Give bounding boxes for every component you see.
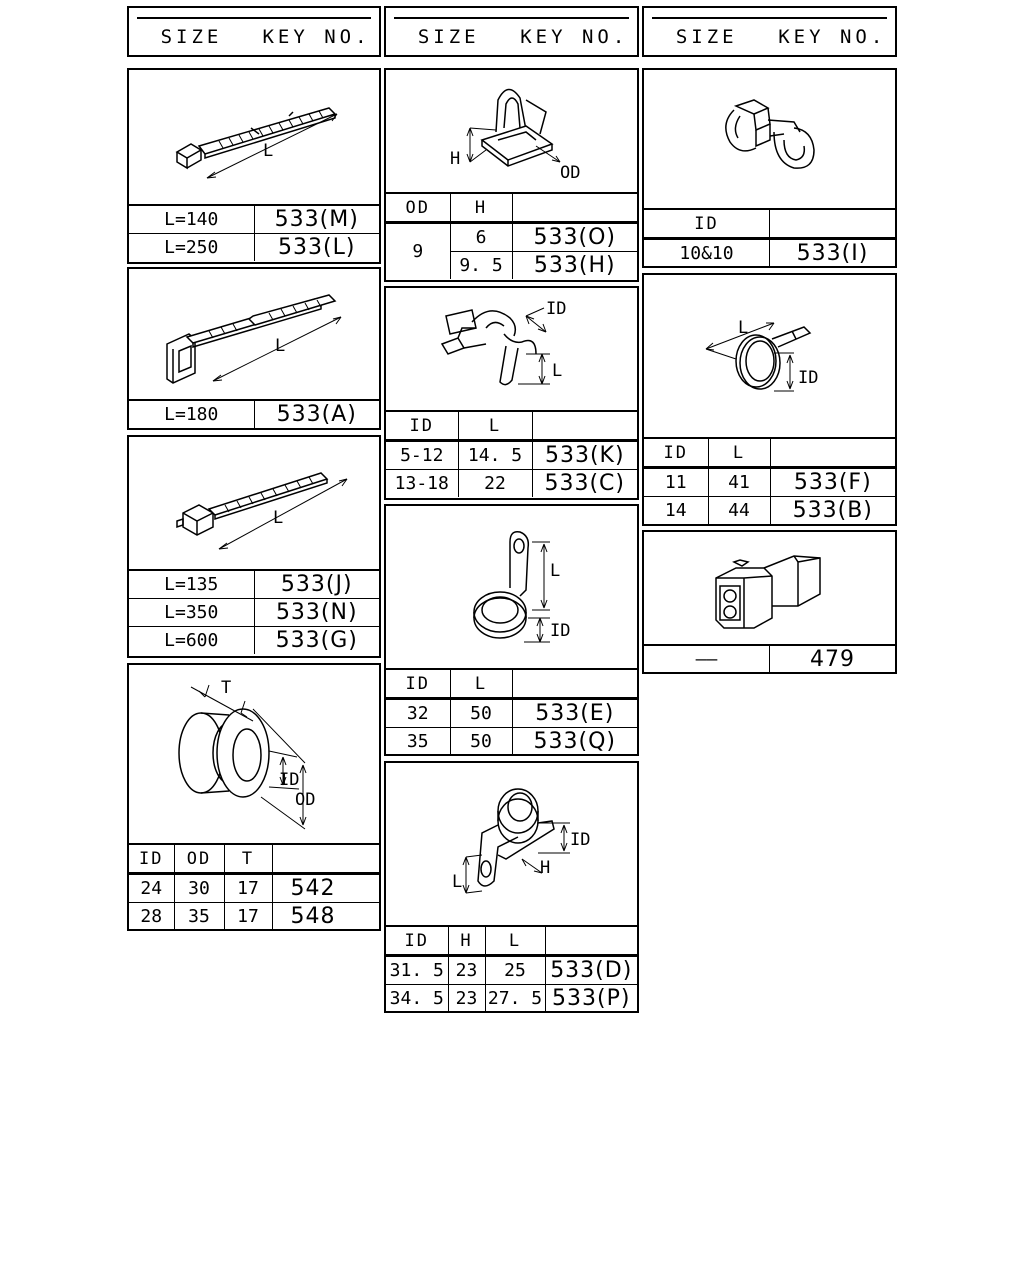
size-cell: L=250 [129, 234, 254, 262]
table-header-row [386, 927, 637, 956]
column-header [512, 194, 637, 223]
column-header: H [450, 194, 512, 223]
l-cell: 27. 5 [485, 985, 545, 1013]
table-row [129, 571, 379, 599]
column-header: L [458, 412, 532, 441]
id-cell: 10&10 [644, 239, 770, 268]
push-clip-drawing [386, 70, 637, 194]
column-header: T [224, 845, 272, 874]
column-header: ID [386, 927, 448, 956]
twin-clip-table [644, 210, 895, 267]
dim-label: OD [560, 163, 581, 183]
bracket-clamp-drawing [386, 763, 637, 927]
id-cell: 5-12 [386, 441, 458, 470]
key-cell: 533(E) [512, 699, 637, 728]
key-cell: 533(Q) [512, 728, 637, 756]
h-cell: 6 [450, 223, 512, 252]
id-cell: 28 [129, 903, 174, 931]
column-header [770, 210, 896, 239]
dim-label: L [550, 561, 561, 581]
column-header: ID [644, 439, 708, 468]
ring-clip-drawing [644, 275, 895, 439]
dim-label: L [552, 361, 563, 381]
cable-tie-icon [129, 437, 379, 569]
table-row [386, 470, 637, 498]
column-header [770, 439, 895, 468]
key-cell: 533(F) [770, 468, 895, 497]
header-key-no: KEY NO. [262, 25, 371, 48]
key-cell: 479 [770, 646, 896, 673]
table-row [129, 903, 379, 931]
size-cell: —— [644, 646, 770, 673]
od-cell: 35 [174, 903, 224, 931]
table-row [129, 627, 379, 655]
od-cell: 30 [174, 874, 224, 903]
key-cell: 533(N) [254, 599, 379, 627]
push-clip-icon [386, 70, 637, 192]
id-cell: 31. 5 [386, 956, 448, 985]
key-cell: 533(D) [545, 956, 637, 985]
l-cell: 50 [450, 699, 512, 728]
dim-label: T [221, 678, 232, 698]
dim-label: L [738, 318, 749, 338]
bracket-clamp-icon [386, 763, 637, 925]
table-row [129, 874, 379, 903]
key-cell: 533(K) [532, 441, 637, 470]
table-row [129, 206, 379, 234]
key-cell: 533(I) [770, 239, 896, 268]
t-cell: 17 [224, 874, 272, 903]
table-row [386, 956, 637, 985]
push-clip-table [386, 194, 637, 279]
key-cell: 542 [272, 874, 379, 903]
table-row [644, 497, 895, 525]
connector-icon [644, 532, 895, 644]
cable-tie-mount-drawing [129, 70, 379, 206]
column-header: H [448, 927, 485, 956]
cable-tie-table [129, 571, 379, 654]
header-col2 [384, 6, 639, 57]
id-cell: 35 [386, 728, 450, 756]
header-key-no: KEY NO. [520, 25, 629, 48]
part-card-cable-tie-clip [127, 267, 381, 430]
dim-label: H [540, 858, 551, 878]
p-clamp-table [386, 670, 637, 755]
p-clamp-icon [386, 506, 637, 668]
id-cell: 24 [129, 874, 174, 903]
column-header: OD [174, 845, 224, 874]
key-cell: 533(M) [254, 206, 379, 234]
table-row [386, 223, 637, 252]
table-header-row [386, 670, 637, 699]
table-row [129, 401, 379, 428]
table-row [644, 468, 895, 497]
l-cell: 14. 5 [458, 441, 532, 470]
part-card-bracket-clamp [384, 761, 639, 1013]
table-row [386, 728, 637, 756]
grommet-table [129, 845, 379, 930]
header-size: SIZE [160, 25, 223, 48]
header-col3 [642, 6, 897, 57]
column-header: ID [644, 210, 770, 239]
part-card-connector [642, 530, 897, 674]
id-cell: 34. 5 [386, 985, 448, 1013]
stud-clamp-table [386, 412, 637, 497]
h-cell: 23 [448, 985, 485, 1013]
stud-clamp-drawing [386, 288, 637, 412]
key-cell: 533(A) [254, 401, 379, 428]
cable-tie-clip-drawing [129, 269, 379, 401]
table-header-row [644, 210, 895, 239]
dim-label: ID [798, 368, 819, 388]
connector-table [644, 646, 895, 673]
dim-label: ID [570, 830, 591, 850]
column-header: L [485, 927, 545, 956]
h-cell: 9. 5 [450, 252, 512, 280]
dim-label: ID [550, 621, 571, 641]
column-header: OD [386, 194, 450, 223]
stud-clamp-icon [386, 288, 637, 410]
part-card-cable-tie [127, 435, 381, 658]
dim-label: L [263, 141, 274, 161]
l-cell: 41 [708, 468, 770, 497]
l-cell: 22 [458, 470, 532, 498]
ring-clip-table [644, 439, 895, 524]
l-cell: 44 [708, 497, 770, 525]
column-header: ID [386, 670, 450, 699]
table-header-row [644, 439, 895, 468]
part-card-cable-tie-mount [127, 68, 381, 264]
key-cell: 533(H) [512, 252, 637, 280]
size-cell: L=135 [129, 571, 254, 599]
cable-tie-mount-table [129, 206, 379, 261]
table-header-row [386, 412, 637, 441]
cable-tie-clip-icon [129, 269, 379, 399]
key-cell: 548 [272, 903, 379, 931]
p-clamp-drawing [386, 506, 637, 670]
size-cell: L=140 [129, 206, 254, 234]
size-cell: L=600 [129, 627, 254, 655]
column-header [512, 670, 637, 699]
table-header-row [129, 845, 379, 874]
key-cell: 533(L) [254, 234, 379, 262]
dim-label: ID [546, 299, 567, 319]
table-row [129, 599, 379, 627]
id-cell: 14 [644, 497, 708, 525]
cable-tie-mount-icon [129, 70, 379, 204]
size-cell: L=350 [129, 599, 254, 627]
header-key-no: KEY NO. [778, 25, 887, 48]
l-cell: 25 [485, 956, 545, 985]
id-cell: 32 [386, 699, 450, 728]
grommet-drawing [129, 665, 379, 845]
column-header: L [450, 670, 512, 699]
table-row [386, 985, 637, 1013]
column-header [545, 927, 637, 956]
ring-clip-icon [644, 275, 895, 437]
table-row [129, 234, 379, 262]
part-card-stud-clamp [384, 286, 639, 500]
column-header: L [708, 439, 770, 468]
column-header [532, 412, 637, 441]
key-cell: 533(O) [512, 223, 637, 252]
id-cell: 11 [644, 468, 708, 497]
key-cell: 533(J) [254, 571, 379, 599]
t-cell: 17 [224, 903, 272, 931]
part-card-ring-clip [642, 273, 897, 526]
table-row [386, 699, 637, 728]
column-header: ID [129, 845, 174, 874]
column-header [272, 845, 379, 874]
part-card-p-clamp [384, 504, 639, 756]
dim-label: L [452, 872, 463, 892]
key-cell: 533(C) [532, 470, 637, 498]
dim-label: OD [295, 790, 316, 810]
table-row [386, 441, 637, 470]
twin-clip-drawing [644, 70, 895, 210]
header-size: SIZE [417, 25, 480, 48]
dim-label: L [275, 336, 286, 356]
key-cell: 533(G) [254, 627, 379, 655]
l-cell: 50 [450, 728, 512, 756]
column-header: ID [386, 412, 458, 441]
twin-clip-icon [644, 70, 895, 208]
cable-tie-drawing [129, 437, 379, 571]
part-card-twin-clip [642, 68, 897, 268]
header-size: SIZE [675, 25, 738, 48]
part-card-push-clip [384, 68, 639, 282]
dim-label: H [450, 149, 461, 169]
cable-tie-clip-table [129, 401, 379, 428]
key-cell: 533(P) [545, 985, 637, 1013]
h-cell: 23 [448, 956, 485, 985]
table-row [644, 239, 895, 268]
size-cell: L=180 [129, 401, 254, 428]
od-cell: 9 [386, 223, 450, 280]
connector-drawing [644, 532, 895, 646]
dim-label: ID [279, 770, 300, 790]
bracket-clamp-table [386, 927, 637, 1012]
dim-label: L [273, 508, 284, 528]
id-cell: 13-18 [386, 470, 458, 498]
part-card-grommet [127, 663, 381, 931]
table-row [644, 646, 895, 673]
header-col1 [127, 6, 381, 57]
grommet-icon [129, 665, 379, 843]
table-header-row [386, 194, 637, 223]
key-cell: 533(B) [770, 497, 895, 525]
